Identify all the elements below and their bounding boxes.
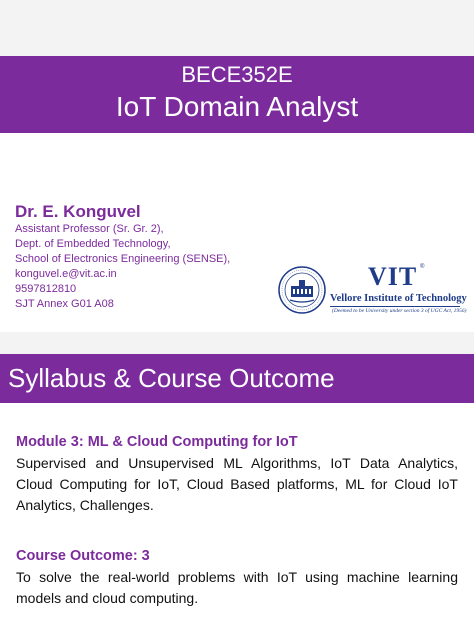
- logo-short-name: VIT: [368, 262, 418, 291]
- logo-tagline: (Deemed to be University under section 3 of UGC Act, 1956): [332, 308, 467, 314]
- syllabus-heading: Syllabus & Course Outcome: [8, 363, 335, 393]
- instructor-name: Dr. E. Konguvel: [15, 202, 141, 221]
- syllabus-banner: [0, 354, 474, 403]
- logo-full-name: Vellore Institute of Technology: [330, 293, 467, 304]
- university-seal-icon: [278, 266, 326, 314]
- module-heading: Module 3: ML & Cloud Computing for IoT: [16, 434, 298, 450]
- vit-logo: [278, 262, 467, 322]
- instructor-phone: 9597812810: [15, 283, 77, 295]
- title-slide: [0, 56, 474, 332]
- instructor-designation: Assistant Professor (Sr. Gr. 2),: [15, 223, 164, 235]
- course-title: IoT Domain Analyst: [115, 91, 359, 122]
- title-banner: [0, 56, 474, 133]
- syllabus-slide: [0, 354, 474, 632]
- registered-mark: ®: [420, 264, 425, 270]
- instructor-email: konguvel.e@vit.ac.in: [15, 268, 117, 280]
- logo-divider: [330, 306, 460, 307]
- outcome-heading: Course Outcome: 3: [16, 548, 150, 564]
- instructor-department: Dept. of Embedded Technology,: [15, 238, 171, 250]
- course-code: BECE352E: [181, 62, 293, 87]
- instructor-details: [15, 222, 230, 312]
- instructor-office: SJT Annex G01 A08: [15, 298, 114, 310]
- instructor-school: School of Electronics Engineering (SENSE),: [15, 253, 231, 265]
- outcome-description: To solve the real-world problems with IoT using machine learning models and cloud computing.: [16, 569, 458, 606]
- module-description: Supervised and Unsupervised ML Algorithms, IoT Data Analytics, Cloud Computing for IoT, Cloud Based platforms, ML for Cloud IoT Analytics, Challenges.: [16, 455, 458, 513]
